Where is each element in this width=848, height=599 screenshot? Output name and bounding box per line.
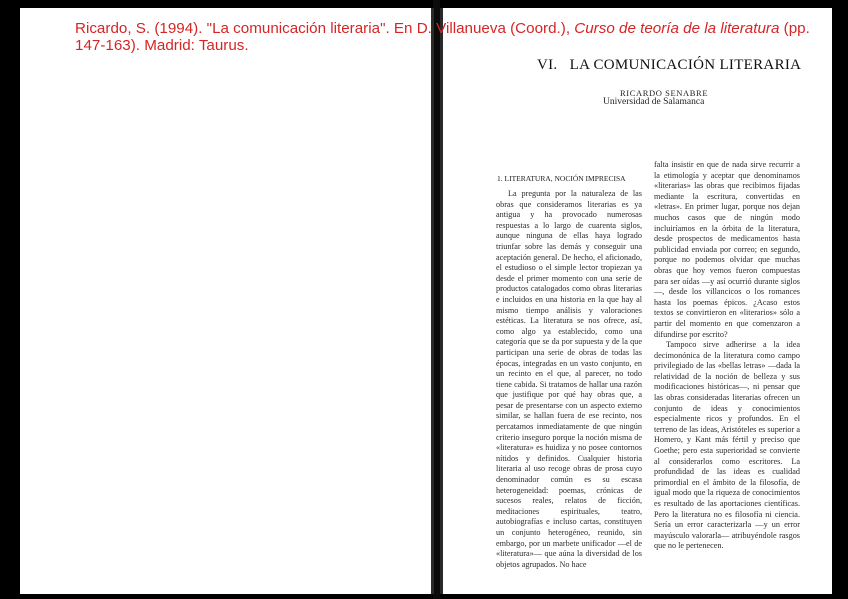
left-page [20,8,433,594]
paragraph: Tampoco sirve adherirse a la idea decimonónica de la literatura como campo privilegiado de las «bellas letras» —dada la relatividad de la noción de belleza y sus modificaciones históricas—, ni pensar que las obras consideradas literarias ofrecen un conjunto de ideas y conocimientos especialmente ricos y profundos. En el terreno de las ideas, Aristóteles es superior a Homero, y Kant más fértil y preciso que Goethe; pero esta superioridad se convierte al considerarlos como escritores. La profundidad de las ideas es cualidad primordial en el ámbito de la filosofía, de igual modo que la riqueza de conocimientos es resultado de las aportaciones científicas. Pero la literatura no es filosofía ni ciencia. Sería un error caracterizarla —y un error mayúsculo valorarla— atribuyéndole rasgos que no le pertenecen. [654,340,800,551]
section-heading: 1. LITERATURA, NOCIÓN IMPRECISA [497,174,626,183]
citation [75,20,835,54]
citation-pages: (pp. 147-163). Madrid: Taurus. [75,20,810,54]
paragraph: falta insistir en que de nada sirve recurrir a la etimología y aceptar que denominamos «literarias» las obras que recibimos fijadas mediante la escritura, convertidas en «letras». En primer lugar, porque nos dejan muchos casos que de ningún modo incluiríamos en la órbita de la literatura, desde prospectos de medicamentos hasta publicidad enviada por correo; en segundo, porque no podemos olvidar que muchas obras que hoy vemos fueron compuestas para ser oídas —y así ocurrió durante siglos—, desde los villancicos o los romances hasta los poemas épicos. ¿Acaso estos textos se convirtieron en «literarios» sólo a partir del momento en que comenzaron a difundirse por escrito? [654,160,800,339]
right-page-edge [440,8,443,594]
chapter-title [537,57,801,74]
body-column-right [654,160,800,551]
citation-text: Ricardo, S. (1994). "La comunicación literaria". En D. Villanueva (Coord.), [75,20,575,37]
chapter-title-text: LA COMUNICACIÓN LITERARIA [569,57,802,73]
left-page-edge [431,8,434,594]
paragraph: La pregunta por la naturaleza de las obras que consideramos literarias es ya antigua y ha provocado numerosas respuestas a lo largo de cuarenta siglos, aunque ninguna de ellas haya logrado triunfar sobre las demás y conseguir una aceptación general. De hecho, el aficionado, el estudioso o el simple lector tropiezan ya desde el primer momento con una serie de productos catalogados como obras literarias e incluidos en una historia en la que hay al mismo tiempo análisis y valoraciones estéticas. La literatura se nos ofrece, así, como algo ya establecido, como una categoría que se da por supuesta y de la que participan una serie de obras de todas las épocas, integradas en un vasto conjunto, en un recinto en el que, al parecer, no todo tiene cabida. Si tratamos de hallar una razón que justifique por qué hay obras que, a pesar de presentarse con un aspecto externo similar, se hallan fuera de ese recinto, nos percatamos inmediatamente de que ningún criterio inseguro porque la noción misma de «literatura» es huidiza y no posee contornos nítidos y definidos. Cualquier historia literaria al uso recoge obras de prosa cuyo denominador común es su escasa heterogeneidad: poemas, crónicas de sucesos reales, relatos de ficción, meditaciones espirituales, teatro, autobiografías e incluso cartas, constituyen un conjunto heterogéneo, reunido, sin embargo, por un marbete unificador —el de «literatura»— que aúna la diversidad de los objetos agrupados. No hace [496,189,642,569]
citation-book-title: Curso de teoría de la literatura [574,20,780,37]
author-affiliation: Universidad de Salamanca [603,97,705,107]
body-column-left [496,189,642,569]
book-spine [433,0,440,599]
chapter-number: VI. [537,57,558,73]
chapter-author: RICARDO SENABRE [620,88,709,98]
